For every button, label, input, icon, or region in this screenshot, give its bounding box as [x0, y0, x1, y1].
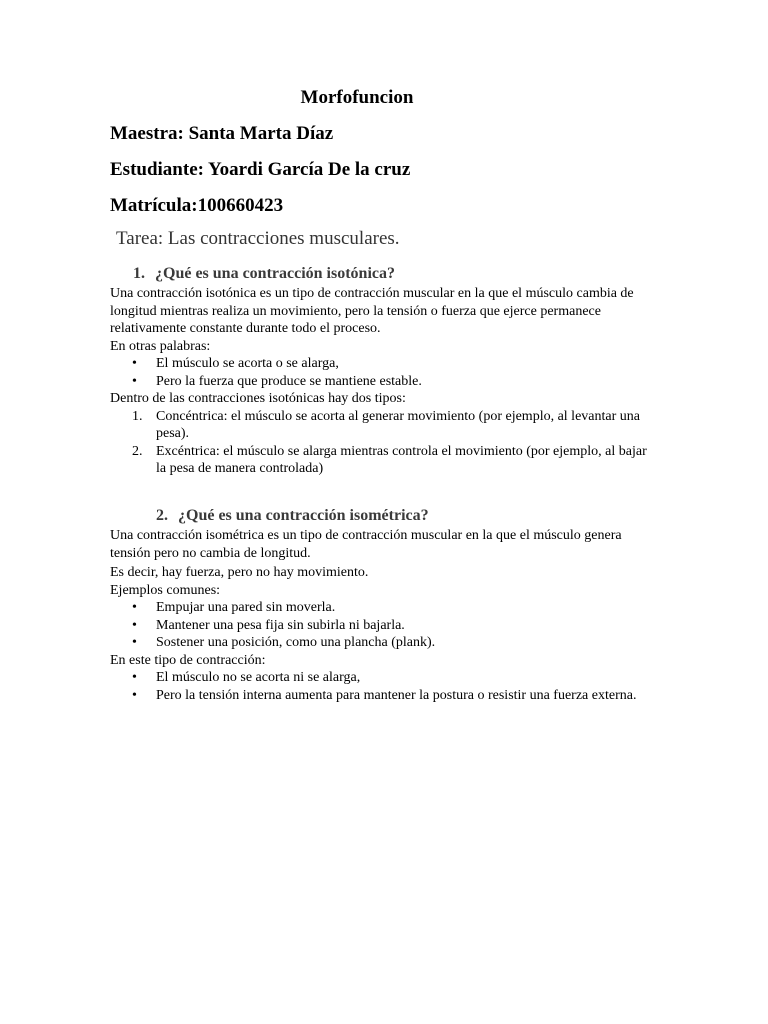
bullet-icon: •	[132, 600, 137, 615]
list-item-number: 1.	[132, 408, 143, 424]
student-line: Estudiante: Yoardi García De la cruz	[110, 159, 411, 180]
bullet-icon: •	[132, 617, 137, 633]
section1-heading	[133, 264, 395, 283]
section2-details-intro: En este tipo de contracción:	[110, 652, 266, 668]
list-item-text: Empujar una pared sin moverla.	[156, 600, 336, 615]
bullet-icon: •	[132, 687, 137, 703]
list-item-text: El músculo no se acorta ni se alarga,	[156, 670, 361, 685]
section2-summary: Es decir, hay fuerza, pero no hay movimiento.	[110, 565, 369, 580]
section2-number: 2.	[156, 507, 168, 524]
list-item-text: Concéntrica: el músculo se acorta al generar movimiento (por ejemplo, al levantar una pesa).	[156, 408, 640, 441]
task-line: Tarea: Las contracciones musculares.	[116, 228, 400, 249]
section1-body	[110, 285, 655, 478]
list-item	[132, 355, 655, 373]
list-item	[132, 373, 655, 391]
list-item	[132, 408, 655, 443]
bullet-icon: •	[132, 373, 137, 389]
list-item-text: Sostener una posición, como una plancha (plank).	[156, 635, 436, 650]
teacher-line: Maestra: Santa Marta Díaz	[110, 123, 334, 144]
document-title: Morfofuncion	[300, 87, 414, 108]
list-item-text: Pero la tensión interna aumenta para mantener la postura o resistir una fuerza externa.	[156, 687, 637, 703]
section1-types-intro: Dentro de las contracciones isotónicas hay dos tipos:	[110, 391, 406, 406]
list-item	[132, 669, 655, 687]
list-item	[132, 599, 655, 617]
section1-heading-text: ¿Qué es una contracción isotónica?	[155, 265, 395, 282]
list-item	[132, 443, 655, 478]
list-item-text: Mantener una pesa fija sin subirla ni bajarla.	[156, 617, 405, 633]
section2-body	[110, 527, 655, 704]
bullet-icon: •	[132, 635, 137, 650]
list-item-text: El músculo se acorta o se alarga,	[156, 356, 339, 371]
section2-heading	[156, 506, 429, 525]
list-item-number: 2.	[132, 443, 143, 459]
list-item-text: Pero la fuerza que produce se mantiene estable.	[156, 373, 422, 389]
enrollment-line: Matrícula:100660423	[110, 195, 284, 216]
section1-number: 1.	[133, 265, 145, 282]
section1-definition: Una contracción isotónica es un tipo de contracción muscular en la que el músculo cambia de longitud mientras realiza un movimiento, pero la tensión o fuerza que ejerce permanece relativamente constante durante todo el proceso.	[110, 286, 634, 336]
list-item	[132, 634, 655, 652]
section2-details-list	[110, 669, 655, 704]
list-item	[132, 617, 655, 635]
section2-examples-intro: Ejemplos comunes:	[110, 582, 221, 598]
list-item	[132, 687, 655, 705]
list-item-text: Excéntrica: el músculo se alarga mientras controla el movimiento (por ejemplo, al bajar la pesa de manera controlada)	[156, 443, 647, 476]
section2-definition: Una contracción isométrica es un tipo de contracción muscular en la que el músculo genera tensión pero no cambia de longitud.	[110, 528, 622, 561]
section1-types-list	[110, 408, 655, 478]
bullet-icon: •	[132, 670, 137, 685]
section2-examples-list	[110, 599, 655, 652]
section1-bullet-list	[110, 355, 655, 390]
section1-bullets-intro: En otras palabras:	[110, 338, 211, 354]
bullet-icon: •	[132, 356, 137, 371]
section2-heading-text: ¿Qué es una contracción isométrica?	[178, 507, 429, 524]
